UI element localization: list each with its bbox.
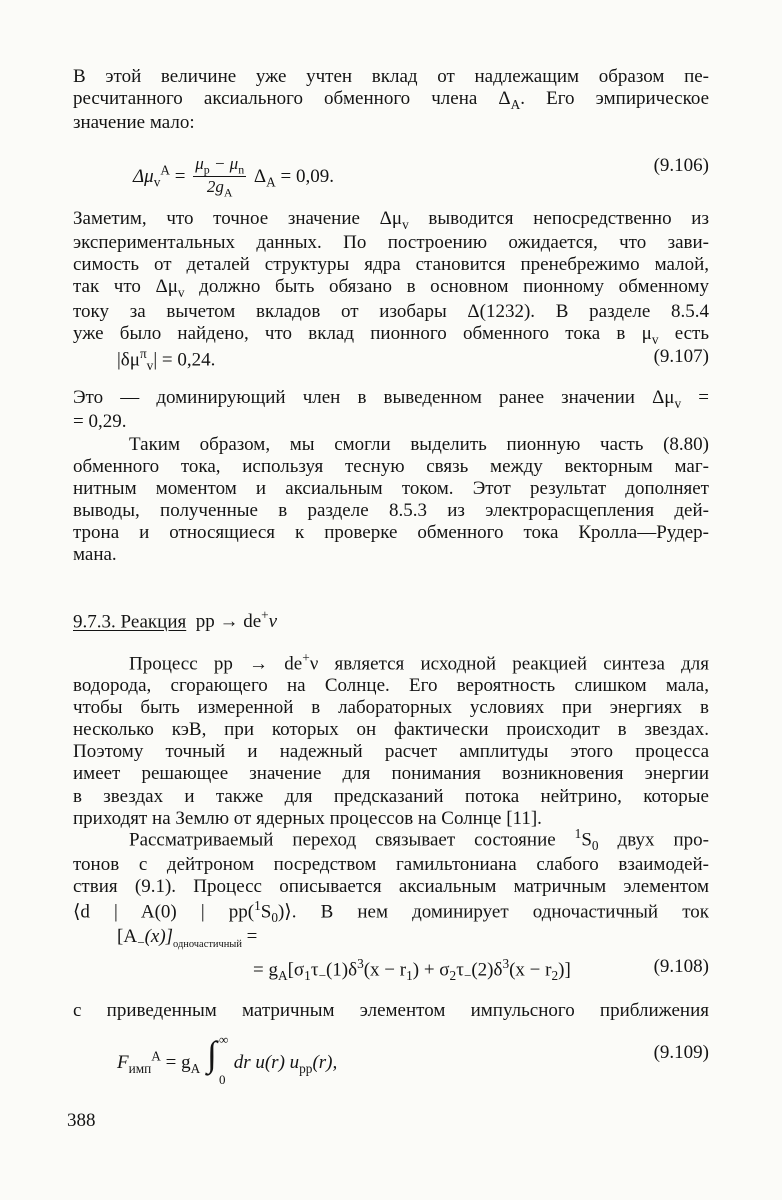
text-line: симость от деталей структуры ядра становится пренебрежимо малой, bbox=[73, 254, 709, 276]
equation-9-108 bbox=[73, 926, 709, 986]
text-line: так что $\Delta\mu_v$ должно быть обязано в основном пионному обменному bbox=[73, 276, 710, 301]
text-line: водорода, сгорающего на Солнце. Его вероятность слишком мала, bbox=[73, 675, 709, 697]
text-line: выводы, полученные в разделе 8.5.3 из электрорасщепления дей- bbox=[73, 500, 709, 522]
paragraph-7 bbox=[73, 1000, 709, 1022]
page-number: 388 bbox=[67, 1110, 96, 1131]
text-line: имеет решающее значение для понимания возникновения энергии bbox=[73, 763, 709, 785]
text-line: ресчитанного аксиального обменного члена $\Delta_A$. Его эмпирическое bbox=[73, 88, 709, 112]
text-line: приходят на Землю от ядерных процессов на Солнце [11]. bbox=[73, 807, 542, 829]
text-line: = 0,29. bbox=[73, 411, 127, 433]
text-line: уже было найдено, что вклад пионного обменного тока в $\mu_v$ есть bbox=[73, 322, 709, 347]
equation-number: (9.107) bbox=[653, 346, 709, 367]
paragraph-6 bbox=[73, 826, 709, 925]
integral-sign: ∫ ∞ 0 bbox=[206, 1032, 229, 1087]
equation-9-106 bbox=[73, 154, 709, 200]
text-line: нитным моментом и аксиальным током. Этот результат дополняет bbox=[73, 478, 709, 500]
text-line: ствия (9.1). Процесс описывается аксиальным матричным элементом bbox=[73, 875, 709, 897]
text-line: ⟨d | A(0) | $pp(^1S_0)⟩$. В нем доминирует одночастичный ток bbox=[73, 897, 709, 925]
paragraph-2 bbox=[73, 208, 709, 347]
text-line: Поэтому точный и надежный расчет амплитуды этого процесса bbox=[73, 741, 709, 763]
equation-formula: $|\delta\mu^\pi_v| = 0,24$. bbox=[117, 346, 216, 374]
text-line: значение мало: bbox=[73, 112, 195, 134]
equation-formula: $F_{имп}^A = g_A$ ∫ ∞ 0 dr u(r) $u_{pp}(r)$, bbox=[117, 1032, 338, 1087]
text-line: чтобы быть измеренной в лабораторных условиях при энергиях в bbox=[73, 697, 709, 719]
text-line: Процесс pp → de+ν является исходной реакцией синтеза для bbox=[129, 650, 709, 675]
equation-9-109 bbox=[73, 1032, 709, 1088]
text-line: Рассматриваемый переход связывает состояние $^1S_0$ двух про- bbox=[129, 826, 709, 854]
equation-number: (9.106) bbox=[653, 155, 709, 176]
equation-lhs: $[A_-(x)]_{одночастичный}$ = bbox=[117, 926, 258, 950]
section-title: 9.7.3. Реакция bbox=[73, 611, 187, 633]
text-line: Заметим, что точное значение $\Delta\mu_v$ выводится непосредственно из bbox=[73, 208, 709, 232]
fraction: $\frac{\mu_p - \mu_n}{2g_A}$ bbox=[195, 154, 245, 200]
text-line: мана. bbox=[73, 544, 117, 566]
equation-formula: $\Delta\mu_v^A$ = $\frac{\mu_p - \mu_n}{2g_A}$ $\Delta_A = 0,09$. bbox=[133, 154, 334, 200]
paragraph-4 bbox=[73, 434, 709, 566]
text-line: тонов с дейтроном посредством гамильтониана слабого взаимодей- bbox=[73, 853, 709, 875]
text-line: с приведенным матричным элементом импульсного приближения bbox=[73, 1000, 709, 1021]
paragraph-1 bbox=[73, 66, 709, 134]
text-line: Это — доминирующий член в выведенном ранее значении $\Delta\mu_v$ = bbox=[73, 387, 709, 411]
reaction-formula: pp → de+ν bbox=[195, 608, 278, 633]
equation-number: (9.108) bbox=[653, 956, 709, 977]
paragraph-3 bbox=[73, 387, 709, 433]
text-line: экспериментальных данных. По построению ожидается, что зави- bbox=[73, 232, 709, 254]
text-line: обменного тока, используя тесную связь между векторным маг- bbox=[73, 456, 709, 478]
text-line: В этой величине уже учтен вклад от надлежащим образом пе- bbox=[73, 66, 709, 87]
text-line: току за вычетом вкладов от изобары Δ(1232). В разделе 8.5.4 bbox=[73, 300, 709, 322]
equation-rhs: = $g_A[\sigma_1\tau_-(1)\delta^3(x - r_1) + \sigma_2\tau_-(2)\delta^3(x - r_2)]$ bbox=[253, 956, 571, 984]
equation-9-107 bbox=[73, 346, 709, 372]
text-line: несколько кэВ, при которых он фактически происходит в звездах. bbox=[73, 719, 709, 741]
text-line: в звездах и также для предсказаний потока нейтрино, которые bbox=[73, 785, 709, 807]
paragraph-5 bbox=[73, 650, 709, 830]
text-line: Таким образом, мы смогли выделить пионную часть (8.80) bbox=[129, 434, 709, 455]
section-heading bbox=[73, 608, 277, 633]
text-line: трона и относящиеся к проверке обменного тока Кролла—Рудер- bbox=[73, 522, 709, 544]
equation-number: (9.109) bbox=[653, 1042, 709, 1063]
